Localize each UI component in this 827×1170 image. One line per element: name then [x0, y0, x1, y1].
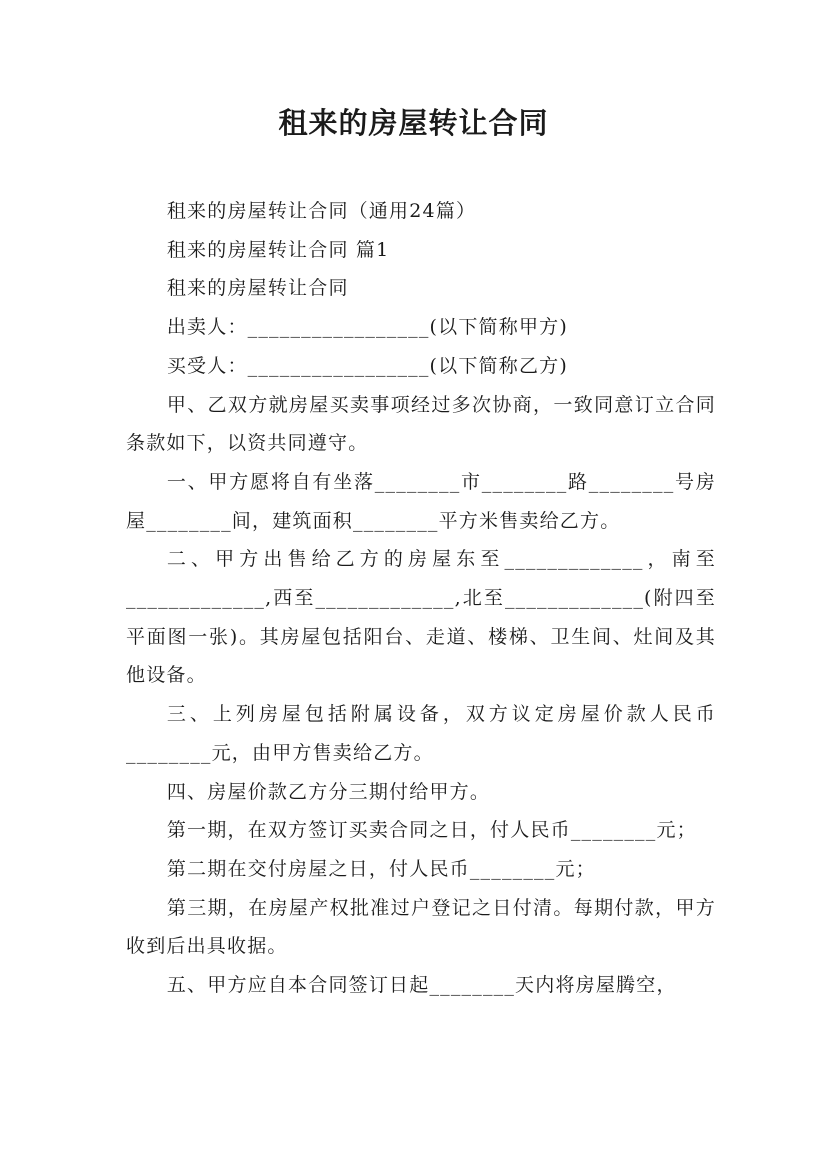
paragraph-section-heading: 租来的房屋转让合同 篇1 [166, 238, 390, 261]
paragraph-preamble: 甲、乙双方就房屋买卖事项经过多次协商，一致同意订立合同条款如下，以资共同遵守。 [126, 393, 716, 455]
paragraph-contract-name: 租来的房屋转让合同 [166, 277, 349, 300]
paragraph-payment-2: 第二期在交付房屋之日，付人民币________元； [166, 857, 596, 880]
paragraph-clause-1: 一、甲方愿将自有坐落________市________路________号房屋________间，建筑面积________平方米售卖给乙方。 [126, 470, 716, 532]
paragraph-clause-4: 四、房屋价款乙方分三期付给甲方。 [166, 780, 491, 803]
paragraph-seller: 出卖人：_________________(以下简称甲方) [166, 316, 568, 339]
paragraph-collection-title: 租来的房屋转让合同（通用24篇） [166, 200, 477, 222]
paragraph-buyer: 买受人：_________________(以下简称乙方) [166, 354, 568, 377]
paragraph-clause-5: 五、甲方应自本合同签订日起________天内将房屋腾空， [166, 974, 677, 997]
paragraph-payment-3: 第三期，在房屋产权批准过户登记之日付清。每期付款，甲方收到后出具收据。 [126, 896, 716, 958]
paragraph-clause-2: 二、甲方出售给乙方的房屋东至_____________，南至_____________,西至_____________,北至_____________(附四至平面图一张)。其房屋包括阳台、走道、楼梯、卫生间、灶间及其他设备。 [126, 548, 716, 687]
paragraph-clause-3: 三、上列房屋包括附属设备，双方议定房屋价款人民币________元，由甲方售卖给乙方。 [126, 703, 716, 764]
paragraph-payment-1: 第一期，在双方签订买卖合同之日，付人民币________元； [166, 819, 697, 842]
document-title: 租来的房屋转让合同 [278, 106, 549, 140]
document-body [126, 192, 716, 1005]
